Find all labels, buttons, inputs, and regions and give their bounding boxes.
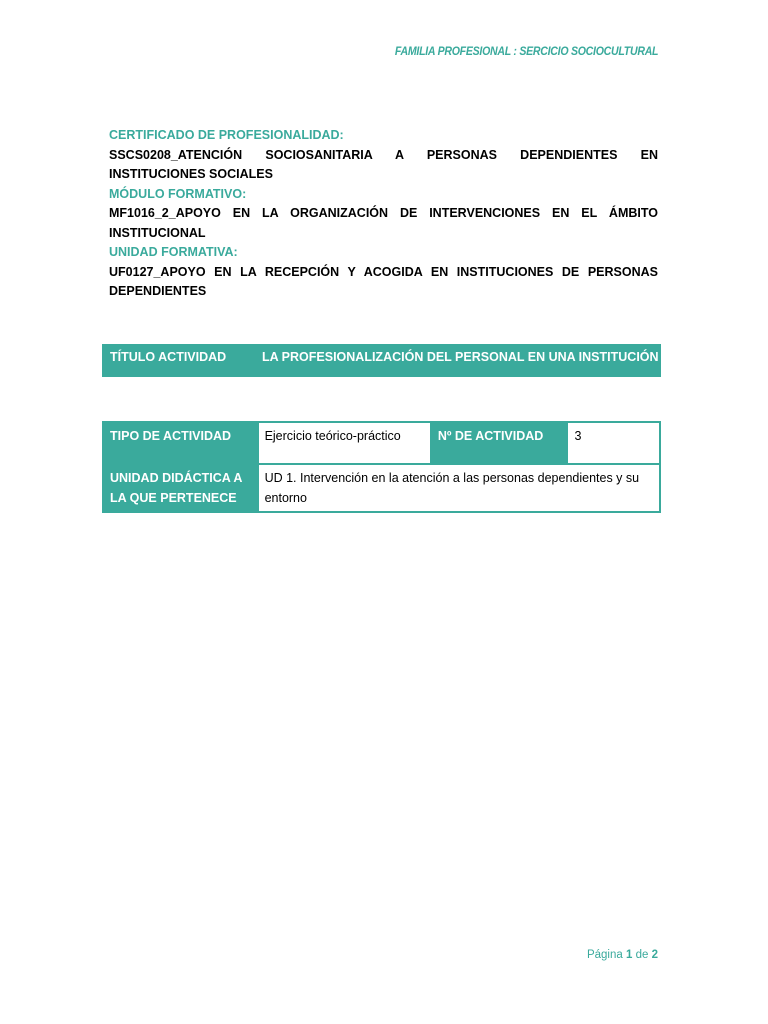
course-info [109, 126, 658, 302]
table-row [103, 422, 660, 464]
page-word: Página [586, 949, 623, 961]
activity-title-value: LA PROFESIONALIZACIÓN DEL PERSONAL EN UNA INSTITUCIÓN [262, 350, 659, 364]
didactic-unit-label: UNIDAD DIDÁCTICA A LA QUE PERTENECE [103, 464, 258, 512]
activity-type-label: TIPO DE ACTIVIDAD [103, 422, 258, 464]
certificate-value: SSCS0208_ATENCIÓN SOCIOSANITARIA A PERSONAS DEPENDIENTES EN INSTITUCIONES SOCIALES [109, 147, 658, 181]
total-pages: 2 [651, 949, 658, 961]
didactic-unit-value: UD 1. Intervención en la atención a las personas dependientes y su entorno [258, 464, 660, 512]
current-page: 1 [625, 949, 633, 961]
certificate-label: CERTIFICADO DE PROFESIONALIDAD: [109, 128, 344, 142]
page-header: FAMILIA PROFESIONAL : SERCICIO SOCIOCULTURAL [394, 44, 658, 58]
table-row [103, 464, 660, 512]
of-word: de [635, 949, 649, 961]
activity-title-bar [102, 344, 661, 377]
activity-title-label: TÍTULO ACTIVIDAD [110, 350, 227, 364]
unit-value: UF0127_APOYO EN LA RECEPCIÓN Y ACOGIDA EN INSTITUCIONES DE PERSONAS DEPENDIENTES [109, 264, 658, 298]
activity-number-label: Nº DE ACTIVIDAD [431, 422, 568, 464]
activity-number-value: 3 [567, 422, 660, 464]
module-label: MÓDULO FORMATIVO: [109, 186, 247, 201]
unit-label: UNIDAD FORMATIVA: [109, 245, 238, 259]
page-footer [587, 949, 658, 961]
module-value: MF1016_2_APOYO EN LA ORGANIZACIÓN DE INTERVENCIONES EN EL ÁMBITO INSTITUCIONAL [109, 206, 658, 240]
activity-table [102, 421, 661, 513]
activity-type-value: Ejercicio teórico-práctico [258, 422, 431, 464]
